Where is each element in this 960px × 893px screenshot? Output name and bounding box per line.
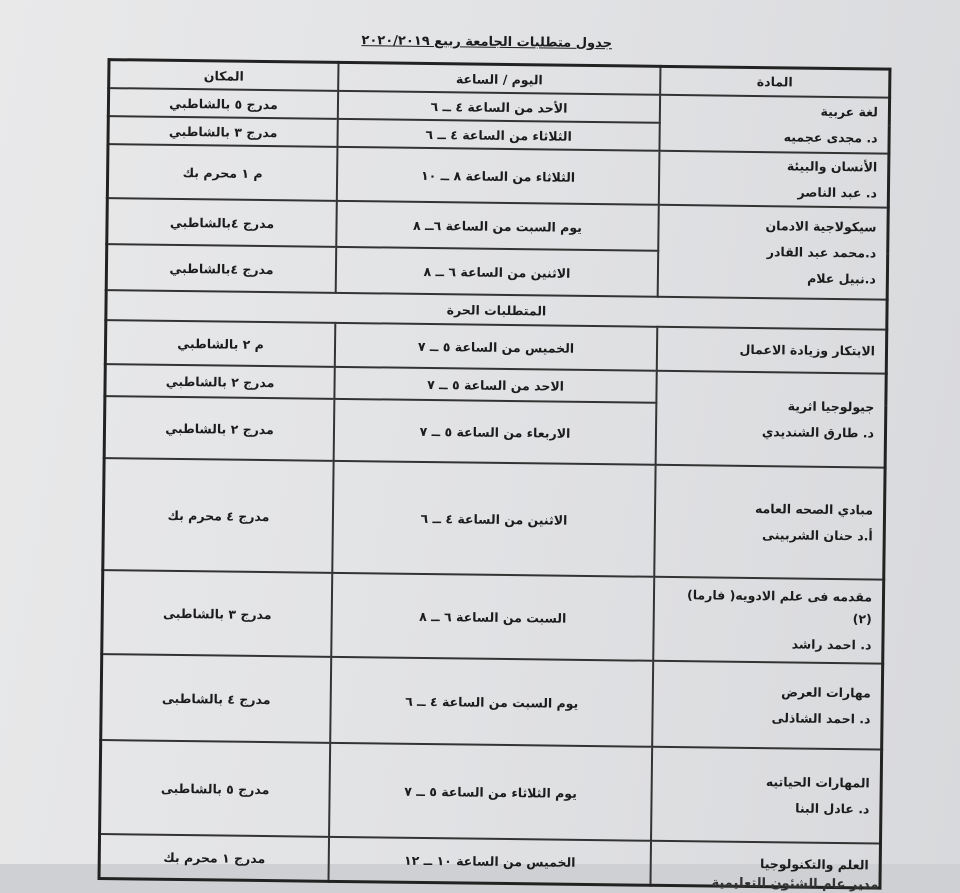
session-time: الاحد من الساعة ٥ ــ ٧ bbox=[334, 367, 656, 403]
course-name: مبادي الصحه العامه bbox=[754, 501, 874, 518]
course-name: العلم والتكنولوجيا bbox=[759, 856, 869, 873]
instructor-name: د. عادل البنا bbox=[795, 800, 870, 817]
table-row bbox=[100, 740, 882, 844]
session-place: مدرج ٣ بالشاطبى bbox=[102, 570, 333, 657]
course-name: المهارات الحياتيه bbox=[765, 774, 870, 791]
session-time: الاثنين من الساعة ٤ ــ ٦ bbox=[332, 461, 655, 577]
course-name: جيولوجيا اثرية bbox=[787, 398, 875, 415]
session-time: السبت من الساعة ٦ ــ ٨ bbox=[331, 573, 654, 661]
session-time: يوم الثلاثاء من الساعة ٥ ــ ٧ bbox=[329, 743, 652, 841]
instructor-name: أ.د حنان الشربينى bbox=[762, 527, 873, 544]
session-place: مدرج ٤بالشاطبي bbox=[106, 244, 336, 293]
instructor-name: د. طارق الشنديدي bbox=[761, 424, 875, 441]
footer-signature: مدير عام الشئون التعليمية bbox=[711, 875, 879, 893]
session-place: مدرج ٥ بالشاطبي bbox=[108, 88, 338, 119]
course-cell bbox=[651, 747, 882, 844]
session-time: الخميس من الساعة ٥ ــ ٧ bbox=[335, 323, 657, 371]
instructor-name: د.محمد عبد القادر bbox=[766, 244, 877, 261]
course-cell bbox=[659, 95, 889, 154]
session-time: الأحد من الساعة ٤ ــ ٦ bbox=[338, 91, 660, 123]
course-cell bbox=[658, 205, 889, 300]
header-course: المادة bbox=[660, 66, 890, 97]
session-place: م ١ محرم بك bbox=[107, 144, 337, 201]
header-place: المكان bbox=[109, 60, 339, 91]
session-place: مدرج ٥ بالشاطبى bbox=[100, 740, 331, 837]
schedule-table bbox=[97, 58, 891, 890]
section-title: المتطلبات الحرة bbox=[106, 290, 887, 330]
session-place: مدرج ٣ بالشاطبي bbox=[108, 116, 338, 147]
instructor-name: د. احمد راشد bbox=[791, 636, 872, 653]
course-name: لغة عربية bbox=[820, 103, 879, 120]
course-cell bbox=[659, 151, 889, 208]
course-cell bbox=[656, 371, 887, 468]
table-row bbox=[107, 144, 889, 208]
instructor-name: د. مجدى عجميه bbox=[783, 129, 878, 146]
course-cell bbox=[653, 577, 884, 664]
session-time: الاثنين من الساعة ٦ ــ ٨ bbox=[336, 247, 658, 297]
instructor-name: د. احمد الشاذلى bbox=[771, 710, 871, 727]
course-name: الابتكار وزيادة الاعمال bbox=[739, 341, 876, 359]
session-time: الاربعاء من الساعة ٥ ــ ٧ bbox=[334, 399, 657, 465]
session-place: مدرج ٤بالشاطبي bbox=[107, 198, 337, 247]
session-place: مدرج ١ محرم بك bbox=[99, 834, 329, 881]
header-time: اليوم / الساعة bbox=[338, 62, 660, 94]
table-row bbox=[103, 458, 885, 580]
course-name: مهارات العرض bbox=[781, 684, 871, 701]
document-title: جدول متطلبات الجامعة ربيع ٢٠٢٠/٢٠١٩ bbox=[361, 33, 613, 52]
course-name: سيكولاجية الادمان bbox=[765, 218, 877, 235]
session-place: م ٢ بالشاطبي bbox=[105, 320, 335, 367]
table-row bbox=[101, 654, 883, 750]
session-time: الثلاثاء من الساعة ٤ ــ ٦ bbox=[338, 119, 660, 151]
session-time: يوم السبت من الساعة ٤ ــ ٦ bbox=[330, 657, 653, 747]
session-time: يوم السبت من الساعة ٦ــ ٨ bbox=[336, 201, 658, 251]
session-time: الخميس من الساعة ١٠ ــ ١٢ bbox=[329, 837, 651, 885]
session-place: مدرج ٤ محرم بك bbox=[103, 458, 334, 573]
course-cell bbox=[657, 327, 887, 374]
session-time: الثلاثاء من الساعة ٨ ــ ١٠ bbox=[337, 147, 660, 205]
instructor-name: د. عبد الناصر bbox=[797, 184, 878, 201]
session-place: مدرج ٤ بالشاطبى bbox=[101, 654, 332, 743]
table-row bbox=[102, 570, 884, 664]
session-place: مدرج ٢ بالشاطبي bbox=[105, 364, 335, 399]
course-cell bbox=[654, 465, 885, 580]
instructor-name: د.نبيل علام bbox=[807, 270, 876, 287]
course-name: الأنسان والبيئة bbox=[786, 158, 878, 175]
course-name: مقدمه فى علم الادويه( فارما) (٢) bbox=[686, 587, 873, 627]
session-place: مدرج ٢ بالشاطبي bbox=[104, 396, 334, 461]
course-cell bbox=[652, 661, 883, 750]
